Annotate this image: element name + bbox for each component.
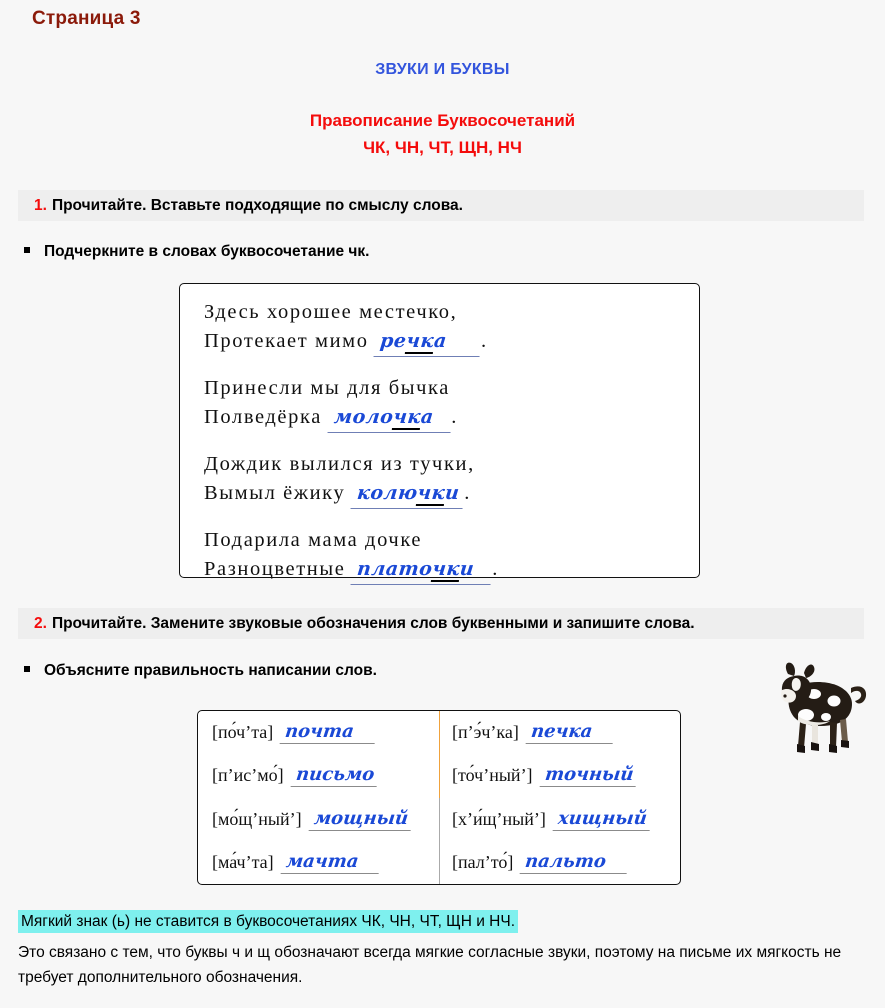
topic-heading-line1: Правописание Буквосочетаний — [309, 111, 576, 130]
transcription-cell: [то́ч’ный’] — [452, 765, 533, 786]
transcription-cell: [по́ч’та] — [212, 722, 274, 743]
answer-part-after: а — [419, 406, 435, 429]
answer-part-before: моло — [332, 406, 395, 429]
square-bullet-icon — [24, 247, 30, 253]
poem-text — [204, 298, 604, 585]
stanza-2 — [204, 374, 604, 433]
answer-part-before: плато — [356, 558, 434, 581]
transcription-cell: [мо́щ’ный’] — [212, 808, 302, 829]
poem-line-with-answer — [204, 479, 604, 509]
poem-line-with-answer — [204, 327, 604, 357]
exercise-2-bullet-label: Объясните правильность написании слов. — [44, 662, 377, 679]
answer-part-after: а — [433, 330, 449, 353]
poem-line-with-answer — [204, 555, 604, 585]
answer-blank-rechka[interactable] — [374, 328, 483, 357]
answer-cell-pismo[interactable]: письмо — [290, 764, 379, 787]
transcription-cell: [ма́ч’та] — [212, 851, 274, 872]
table-row — [198, 841, 439, 884]
answer-cell-palto[interactable]: пальто — [520, 851, 630, 874]
exercise-1-bullet — [24, 243, 369, 261]
section-heading: ЗВУКИ И БУКВЫ — [375, 61, 510, 78]
calf-illustration-icon — [772, 654, 880, 762]
table-row — [439, 841, 680, 884]
transcription-cell: [п’ис’мо́] — [212, 765, 284, 786]
poem-line-prefix: Полведёрка — [204, 406, 329, 429]
poem-line-suffix: . — [480, 330, 488, 353]
table-row — [198, 711, 439, 754]
stanza-3 — [204, 450, 604, 509]
exercise-1-header — [18, 190, 864, 221]
answer-part-after: и — [458, 558, 476, 581]
poem-line-suffix: . — [451, 406, 458, 429]
rule-highlight: Мягкий знак (ь) не ставится в буквосочетаниях ЧК, ЧН, ЧТ, ЩН и НЧ. — [18, 910, 518, 933]
poem-box — [179, 283, 700, 581]
answer-part-chk: чк — [431, 558, 462, 581]
stanza-1 — [204, 298, 604, 357]
poem-line: Дождик вылился из тучки, — [204, 453, 475, 476]
poem-line-suffix: . — [464, 482, 472, 505]
exercise-1-number: 1. — [34, 196, 47, 214]
answer-blank-kolyuchki[interactable] — [351, 480, 466, 509]
transcription-cell: [пал’то́] — [452, 851, 514, 872]
table-row — [439, 798, 680, 841]
poem-line-prefix: Вымыл ёжику — [204, 482, 353, 505]
poem-line-with-answer — [204, 403, 604, 433]
table-row — [198, 754, 439, 797]
answer-cell-khishchnyy[interactable]: хищный — [552, 808, 652, 831]
table-row — [198, 798, 439, 841]
answer-part-chk: чк — [405, 330, 436, 353]
answer-blank-molochka[interactable] — [327, 404, 453, 433]
answer-part-before: колю — [356, 482, 419, 505]
square-bullet-icon — [24, 666, 30, 672]
answer-cell-pechka[interactable]: печка — [525, 721, 615, 744]
exercise-1-instruction: Прочитайте. Вставьте подходящие по смыслу слова. — [51, 196, 463, 214]
poem-line-prefix: Разноцветные — [204, 558, 353, 581]
answer-cell-tochnyy[interactable]: точный — [539, 764, 638, 787]
answer-cell-pochta[interactable]: почта — [280, 721, 377, 744]
table-row — [439, 711, 680, 754]
transcription-cell: [х’и́щ’ный’] — [452, 808, 546, 829]
answer-cell-moshchnyy[interactable]: мощный — [308, 808, 413, 831]
topic-heading-line2: ЧК, ЧН, ЧТ, ЩН, НЧ — [363, 138, 522, 157]
answer-blank-platochki[interactable] — [351, 556, 494, 585]
answer-part-after: и — [443, 482, 461, 505]
poem-line-prefix: Протекает мимо — [204, 330, 376, 353]
poem-line-suffix: . — [492, 558, 500, 581]
stanza-4 — [204, 526, 604, 585]
answer-part-chk: чк — [391, 406, 422, 429]
poem-line: Принесли мы для бычка — [204, 377, 450, 400]
poem-line: Подарила мама дочке — [204, 529, 423, 552]
rule-explanation: Это связано с тем, что буквы ч и щ обозначают всегда мягкие согласные звуки, поэтому на письме их мягкость не требует дополнительного обозначения. — [18, 944, 842, 987]
exercise-1-bullet-label: Подчеркните в словах буквосочетание чк. — [44, 243, 370, 260]
exercise-2-bullet — [24, 662, 377, 680]
table-row — [439, 754, 680, 797]
poem-line: Здесь хорошее местечко, — [204, 301, 458, 323]
exercise-2-header — [18, 608, 864, 639]
exercise-2-number: 2. — [34, 614, 47, 632]
transcription-cell: [п’э́ч’ка] — [452, 722, 519, 743]
answer-part-before: ре — [379, 330, 409, 353]
page-title: Страница 3 — [32, 8, 141, 29]
transcription-table — [197, 710, 681, 885]
exercise-2-instruction: Прочитайте. Замените звуковые обозначения слов буквенными и запишите слова. — [51, 614, 695, 632]
answer-cell-machta[interactable]: мачта — [280, 851, 381, 874]
answer-part-chk: чк — [416, 482, 447, 505]
